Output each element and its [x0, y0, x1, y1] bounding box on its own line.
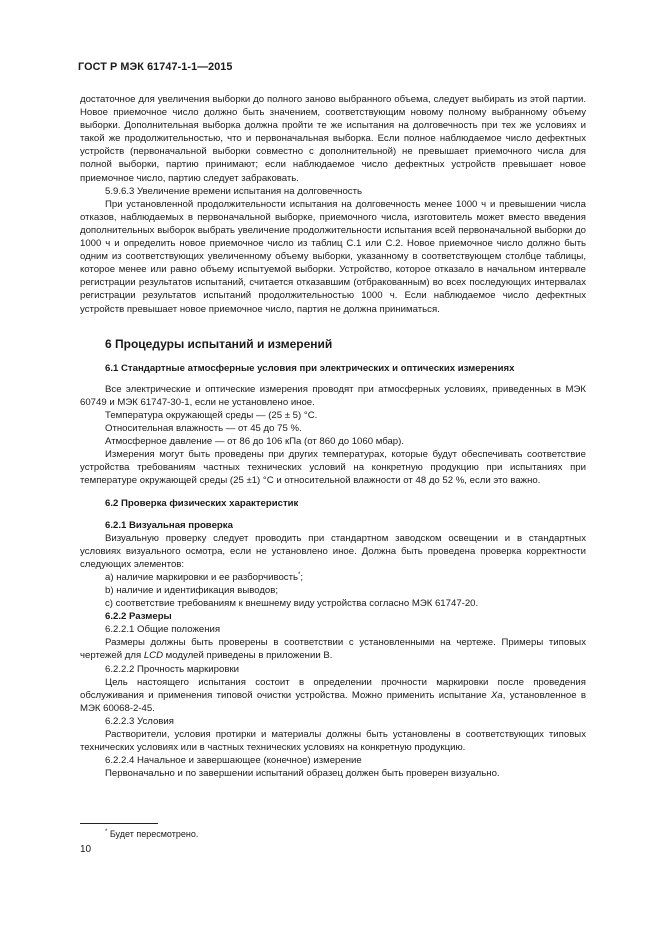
condition-temperature: Температура окружающей среды — (25 ± 5) °С.: [105, 409, 318, 421]
clause-6-2-2-2-heading: 6.2.2.2 Прочность маркировки: [105, 663, 239, 675]
lcd-term: LCD: [143, 650, 164, 662]
document-body: [80, 93, 586, 780]
dimensions-text-1: Размеры должны быть проверены в соответствии с установленными на чертеже. Примеры типовых чертежей для: [80, 637, 586, 662]
paragraph-conditions: Растворители, условия протирки и материалы должны быть установлены в соответствующих типовых технических условиях или в частных технических условиях на конкретную продукцию.: [80, 729, 586, 754]
paragraph-initial-final-measurement: Первоначально и по завершении испытаний образец должен быть проверен визуально.: [105, 768, 500, 780]
test-xa-term: Xa: [491, 689, 503, 701]
clause-6-2-2-4-heading: 6.2.2.4 Начальное и завершающее (конечное) измерение: [105, 755, 362, 767]
marking-text-1: Цель настоящего испытания состоит в определении прочности маркировки после проведения обслуживания и применения типовой очистки устройства. Можно применить испытание: [80, 676, 586, 701]
paragraph-visual-inspection: Визуальную проверку следует проводить при стандартном заводском освещении и в стандартных условиях визуального осмотра, если не установлено иное. Должна быть проведена проверка корректности следующих элементов:: [80, 532, 586, 570]
paragraph-test-time-increase: При установленной продолжительности испытания на долговечность менее 1000 ч и превышении числа отказов, наблюдаемых в первоначальной выборке, приемочного числа, изготовитель может вместо введения дополнительных выборок выбрать увеличение продолжительности испытания всей первоначальной выборки до 1000 ч и определить новое приемочное число из таблиц C.1 или C.2. Новое приемочное число должно быть одним из соответствующих увеличенному объему выборки, указанному в соответствующем столбце таблицы, которое менее или равно объему испытуемой выборки. Устройство, которое отказало в начальном интервале регистрации результатов испытаний, считается отказавшим (отбракованным) во всех последующих интервалах регистрации результатов испытаний продолжительностью 1000 ч. Если наблюдаемое число дефектных устройств превышает новое приемочное число, партия не должна приниматься.: [80, 198, 586, 315]
clause-5-9-6-3-heading: 5.9.6.3 Увеличение времени испытания на долговечность: [105, 185, 362, 197]
list-item-a: [80, 571, 586, 584]
paragraph-atmospheric-conditions: Все электрические и оптические измерения проводят при атмосферных условиях, приведенных в МЭК 60749 и МЭК 61747-30-1, если не установлено иное.: [80, 383, 586, 408]
footnote-text: Будет пересмотрено.: [107, 829, 199, 839]
condition-humidity: Относительная влажность — от 45 до 75 %.: [105, 422, 302, 434]
section-6-heading: 6 Процедуры испытаний и измерений: [105, 336, 333, 351]
footnote-divider: [80, 823, 158, 824]
paragraph-dimensions: [80, 636, 586, 662]
clause-6-2-1-heading: 6.2.1 Визуальная проверка: [105, 519, 233, 531]
footnote: [105, 829, 198, 839]
clause-6-2-heading: 6.2 Проверка физических характеристик: [105, 498, 299, 510]
list-item-a-text: a) наличие маркировки и ее разборчивость: [105, 571, 298, 583]
clause-6-2-2-heading: 6.2.2 Размеры: [105, 611, 172, 623]
document-header: ГОСТ Р МЭК 61747-1-1—2015: [78, 61, 233, 73]
paragraph-other-temperatures: Измерения могут быть проведены при других температурах, которые будут обеспечивать соответствие устройства требованиям частных технических условий на конкретную продукцию при испытаниях при температуре окружающей среды (25 ±1) °С и относительной влажности от 48 до 52 %, если это важно.: [80, 449, 586, 487]
page-number: 10: [80, 844, 92, 855]
paragraph-continuation: достаточное для увеличения выборки до полного заново выбранного объема, следует выбирать из этой партии. Новое приемочное число должно быть значением, соответствующим новому полному выбранному объему выборки. Дополнительная выборка должна пройти те же испытания на долговечность при тех же условиях и такой же продолжительностью, что и первоначальная выборка. Если полное наблюдаемое число дефектных устройств (первоначальной выборки совместно с дополнительной) не превышает приемочного числа для полной выборки, партию принимают; если наблюдаемое число дефектных устройств превышает новое приемочное число, партию следует забраковать.: [80, 94, 586, 184]
dimensions-text-2: модулей приведены в приложении В.: [163, 650, 333, 662]
clause-6-2-2-3-heading: 6.2.2.3 Условия: [105, 715, 174, 727]
condition-pressure: Атмосферное давление — от 86 до 106 кПа (от 860 до 1060 мбар).: [105, 436, 405, 448]
list-item-c: c) соответствие требованиям к внешнему виду устройства согласно МЭК 61747-20.: [105, 598, 479, 610]
footnote-reference: *: [298, 571, 301, 578]
list-item-b: b) наличие и идентификация выводов;: [105, 585, 279, 596]
clause-6-2-2-1-heading: 6.2.2.1 Общие положения: [105, 624, 221, 636]
list-item-a-end: ;: [300, 571, 304, 583]
marking-text-2: , установленное в МЭК 60068-2-45.: [80, 689, 586, 714]
clause-6-1-heading: 6.1 Стандартные атмосферные условия при электрических и оптических измерениях: [105, 362, 515, 374]
paragraph-marking-durability: [80, 676, 586, 715]
footnote-mark: *: [105, 829, 108, 835]
